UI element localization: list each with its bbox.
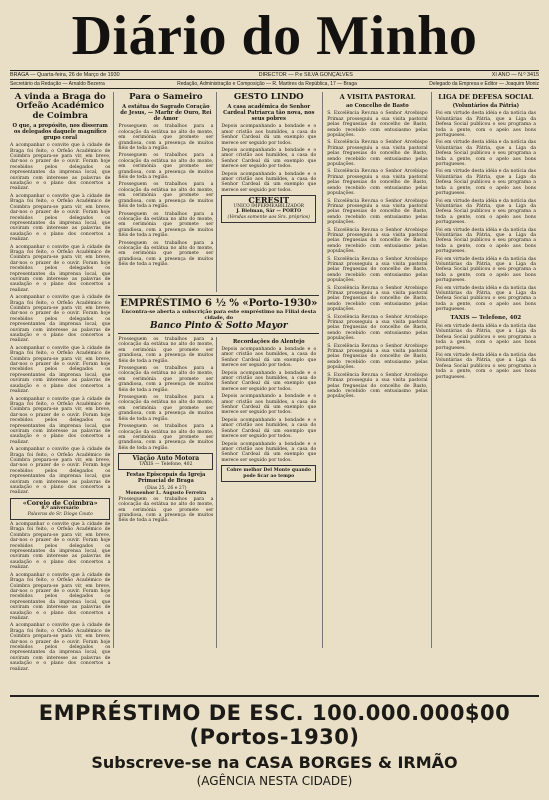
gesto-subhead: A casa académica do Senhor Cardeal Patriarca tão nova, nos seus pobres xyxy=(223,104,315,123)
mid-left-body: Prosseguem os trabalhos para a colocação da estátua no alto do monte, em cerimónia que promete ser grandiosa, com a presença de muitos fiéis de toda a região. xyxy=(118,337,214,364)
sameiro-body: Prosseguem os trabalhos para a colocação da estátua no alto do monte, em cerimónia que promete ser grandiosa, com a presença de muitos fiéis de toda a região. xyxy=(118,124,214,152)
festas-date: (Dias 25, 26 e 27) xyxy=(145,485,187,491)
visita-body-9: S. Excelência Rev.ma o Senhor Arcebispo Primaz prosseguiu a sua visita pastoral pelas freguesias do concelho de Basto, sendo recebido com entusiasmo pelas populações. xyxy=(327,343,428,371)
emprestimo-footer-ad xyxy=(10,695,539,788)
recordacoes-body-2: Depois acompanhando a bondade e o amor cristão aos humildes, a casa do Senhor Cardeal dá um exemplo que merece ser seguido por todos. xyxy=(221,370,317,392)
coreio-box xyxy=(10,498,110,520)
place-date: BRAGA — Quarta-feira, 26 de Março de 1930 xyxy=(10,72,120,78)
column-visita xyxy=(327,92,431,648)
orfeao-body-4: A acompanhar o convite que à cidade de Braga foi feito, o Orfeão Académico de Coimbra prepara-se para vir, em breve, dar-nos o prazer de o ouvir. Foram hoje recebidos pelos delegados os representantes da imprensa local, que ouviram com interesse as palavras de saudação e o plano dos concertos a realizar. xyxy=(10,295,111,344)
liga-body-7: Foi em virtude desta idéia e da notícia das Voluntárias da Pátria, que a Liga da Defesa Social publicou o seu programa a toda a gente, com o apelo aos bons portugueses. xyxy=(435,285,537,313)
ceresit-title: CERESIT xyxy=(248,195,290,206)
middle-block xyxy=(118,92,323,648)
footer-line2: Subscreve-se na CASA BORGES & IRMÃO xyxy=(91,753,458,772)
emprestimo-middle-line1: EMPRÉSTIMO 6 ½ % «Porto-1930» xyxy=(120,298,318,309)
director: DIRECTOR — P.e SILVA GONÇALVES xyxy=(258,72,353,78)
liga-body-6: Foi em virtude desta idéia e da notícia das Voluntárias da Pátria, que a Liga da Defesa Social publicou o seu programa a toda a gente, com o apelo aos bons portugueses. xyxy=(435,256,537,284)
liga-body-2: Foi em virtude desta idéia e da notícia das Voluntárias da Pátria, que a Liga da Defesa Social publicou o seu programa a toda a gente, com o apelo aos bons portugueses. xyxy=(435,140,537,168)
visita-body-3: S. Excelência Rev.ma o Senhor Arcebispo Primaz prosseguiu a sua visita pastoral pelas freguesias do concelho de Basto, sendo recebido com entusiasmo pelas populações. xyxy=(327,169,428,197)
gesto-body-2: Depois acompanhando a bondade e o amor cristão aos humildes, a casa do Senhor Cardeal dá um exemplo que merece ser seguido por todos. xyxy=(221,148,317,170)
liga-body-9: Foi em virtude desta idéia e da notícia das Voluntárias da Pátria, que a Liga da Defesa Social publicou o seu programa a toda a gente, com o apelo aos bons portugueses. xyxy=(435,353,537,380)
address: Redação, Administração e Composição — R. Martires da República, 17 — Braga xyxy=(177,81,357,87)
mid-left-body-3: Prosseguem os trabalhos para a colocação da estátua no alto do monte, em cerimónia que promete ser grandiosa, com a presença de muitos fiéis de toda a região. xyxy=(118,395,214,422)
coreio-sub: 8.º aniversário xyxy=(41,506,79,512)
visita-body-8: S. Excelência Rev.ma o Senhor Arcebispo Primaz prosseguiu a sua visita pastoral pelas freguesias do concelho de Basto, sendo recebido com entusiasmo pelas populações. xyxy=(327,314,428,342)
orfeao-body: A acompanhar o convite que à cidade de Braga foi feito, o Orfeão Académico de Coimbra prepara-se para vir, em breve, dar-nos o prazer de o ouvir. Foram hoje recebidos pelos delegados os representantes da imprensa local, que ouviram com interesse as palavras de saudação e o plano dos concertos a realizar. xyxy=(10,143,111,192)
taxis-ad: TAXIS — Telefone, 402 xyxy=(450,314,522,321)
visita-body-2: S. Excelência Rev.ma o Senhor Arcebispo Primaz prosseguiu a sua visita pastoral pelas freguesias do concelho de Basto, sendo recebido com entusiasmo pelas populações. xyxy=(327,140,428,168)
liga-subhead: (Voluntários da Pátria) xyxy=(452,103,520,110)
footer-line1: EMPRÉSTIMO DE ESC. 100.000.000$00 (Portos-1930) xyxy=(38,701,511,749)
coreio-caption: Palavras do Sr. Diogo Couto xyxy=(27,511,93,517)
liga-body-5: Foi em virtude desta idéia e da notícia das Voluntárias da Pátria, que a Liga da Defesa Social publicou o seu programa a toda a gente, com o apelo aos bons portugueses. xyxy=(435,227,537,255)
mid-left-body-4: Prosseguem os trabalhos para a colocação da estátua no alto do monte, em cerimónia que promete ser grandiosa, com a presença de muitos fiéis de toda a região. xyxy=(118,424,214,451)
sameiro-body-4: Prosseguem os trabalhos para a colocação da estátua no alto do monte, em cerimónia que promete ser grandiosa, com a presença de muitos fiéis de toda a região. xyxy=(118,211,214,239)
sameiro-body-5: Prosseguem os trabalhos para a colocação da estátua no alto do monte, em cerimónia que promete ser grandiosa, com a presença de muitos fiéis de toda a região. xyxy=(118,240,214,268)
orfeao-body-3: A acompanhar o convite que à cidade de Braga foi feito, o Orfeão Académico de Coimbra prepara-se para vir, em breve, dar-nos o prazer de o ouvir. Foram hoje recebidos pelos delegados os representantes da imprensa local, que ouviram com interesse as palavras de saudação e o plano dos concertos a realizar. xyxy=(10,244,111,293)
visita-body-6: S. Excelência Rev.ma o Senhor Arcebispo Primaz prosseguiu a sua visita pastoral pelas freguesias do concelho de Basto, sendo recebido com entusiasmo pelas populações. xyxy=(327,256,428,284)
liga-body-4: Foi em virtude desta idéia e da notícia das Voluntárias da Pátria, que a Liga da Defesa Social publicou o seu programa a toda a gente, com o apelo aos bons portugueses. xyxy=(435,198,537,226)
ceresit-sub: UNICO IMPERMEABILIZADOR xyxy=(233,203,304,209)
sameiro-headline: Para o Sameiro xyxy=(129,92,203,102)
emprestimo-middle-line2: Encontra-se aberta a subscrição para este empréstimo na Filial desta cidade, do xyxy=(121,309,317,321)
ceresit-line: J. Bielman, Sár — PORTO xyxy=(236,209,302,215)
sameiro-body-2: Prosseguem os trabalhos para a colocação da estátua no alto do monte, em cerimónia que promete ser grandiosa, com a presença de muitos fiéis de toda a região. xyxy=(118,153,214,181)
visita-headline: A VISITA PASTORAL xyxy=(339,93,416,101)
coreio-title: «Coreio de Coimbra» xyxy=(22,498,98,507)
article-columns xyxy=(10,92,539,672)
subline xyxy=(10,80,539,89)
visita-body-5: S. Excelência Rev.ma o Senhor Arcebispo Primaz prosseguiu a sua visita pastoral pelas freguesias do concelho de Basto, sendo recebido com entusiasmo pelas populações. xyxy=(327,227,428,255)
coreio-body-3: A acompanhar o convite que à cidade de Braga foi feito, o Orfeão Académico de Coimbra prepara-se para vir, em breve, dar-nos o prazer de o ouvir. Foram hoje recebidos pelos delegados os representantes da imprensa local, que ouviram com interesse as palavras de saudação e o plano dos concertos a realizar. xyxy=(10,623,111,672)
orfeao-body-2: A acompanhar o convite que à cidade de Braga foi feito, o Orfeão Académico de Coimbra prepara-se para vir, em breve, dar-nos o prazer de o ouvir. Foram hoje recebidos pelos delegados os representantes da imprensa local, que ouviram com interesse as palavras de saudação e o plano dos concertos a realizar. xyxy=(10,193,111,243)
visita-body-7: S. Excelência Rev.ma o Senhor Arcebispo Primaz prosseguiu a sua visita pastoral pelas freguesias do concelho de Basto, sendo recebido com entusiasmo pelas populações. xyxy=(327,285,428,313)
liga-body-8: Foi em virtude desta idéia e da notícia das Voluntárias da Pátria, que a Liga da Defesa Social publicou o seu programa a toda a gente, com o apelo aos bons portugueses. xyxy=(435,324,537,351)
coreio-body: A acompanhar o convite que à cidade de Braga foi feito, o Orfeão Académico de Coimbra prepara-se para vir, em breve, dar-nos o prazer de o ouvir. Foram hoje recebidos pelos delegados os representantes da imprensa local, que ouviram com interesse as palavras de saudação e o plano dos concertos a realizar. xyxy=(10,522,111,571)
masthead-title: Diário do Minho xyxy=(71,5,478,67)
orfeao-headline: A vinda a Braga do Orfeão Académico de Coimbra xyxy=(14,92,106,121)
visita-body-4: S. Excelência Rev.ma o Senhor Arcebispo Primaz prosseguiu a sua visita pastoral pelas freguesias do concelho de Basto, sendo recebido com entusiasmo pelas populações. xyxy=(327,198,428,226)
festas-body: Prosseguem os trabalhos para a colocação da estátua no alto do monte, em cerimónia que promete ser grandiosa, com a presença de muitos fiéis de toda a região. xyxy=(118,496,214,524)
liga-body-3: Foi em virtude desta idéia e da notícia das Voluntárias da Pátria, que a Liga da Defesa Social publicou o seu programa a toda a gente, com o apelo aos bons portugueses. xyxy=(435,169,537,197)
viacao-tel: TAXIS — Telefone, 402 xyxy=(139,461,193,467)
delegate: Delegado da Empresa e Editor — Joaquim Moniz xyxy=(429,81,539,87)
gesto-body-3: Depois acompanhando a bondade e o amor cristão aos humildes, a casa do Senhor Cardeal dá um exemplo que merece ser seguido por todos. xyxy=(221,171,317,193)
liga-headline: LIGA DE DEFESA SOCIAL xyxy=(438,93,534,101)
orfeao-subhead: O que, a propósito, nos disseram os delegados daquele magnífico grupo coral xyxy=(12,123,108,142)
recordacoes-body-3: Depois acompanhando a bondade e o amor cristão aos humildes, a casa do Senhor Cardeal dá um exemplo que merece ser seguido por todos. xyxy=(221,394,317,416)
gesto-headline: GESTO LINDO xyxy=(233,92,304,102)
visita-body-10: S. Excelência Rev.ma o Senhor Arcebispo Primaz prosseguiu a sua visita pastoral pelas freguesias do concelho de Basto, sendo recebido com entusiasmo pelas populações. xyxy=(327,372,428,400)
viacao-ad xyxy=(118,453,213,470)
column-liga xyxy=(436,92,539,648)
column-gesto xyxy=(221,92,319,292)
ceresit-note: (Vendas somente aos Srs. próprios) xyxy=(227,214,310,220)
festas-note: Monsenhor L. Augusto Ferreira xyxy=(125,491,207,497)
emprestimo-middle-bank: Banco Pinto & Sotto Mayor xyxy=(150,321,288,331)
column-orfeao xyxy=(10,92,114,672)
orfeao-body-5: A acompanhar o convite que à cidade de Braga foi feito, o Orfeão Académico de Coimbra prepara-se para vir, em breve, dar-nos o prazer de o ouvir. Foram hoje recebidos pelos delegados os representantes da imprensa local, que ouviram com interesse as palavras de saudação e o plano dos concertos a realizar. xyxy=(10,345,111,395)
recordacoes-body: Depois acompanhando a bondade e o amor cristão aos humildes, a casa do Senhor Cardeal dá um exemplo que merece ser seguido por todos. xyxy=(221,347,317,369)
ceresit-ad xyxy=(221,195,316,223)
recordacoes-body-4: Depois acompanhando a bondade e o amor cristão aos humildes, a casa do Senhor Cardeal dá um exemplo que merece ser seguido por todos. xyxy=(221,417,317,440)
column-mid-left xyxy=(118,337,217,648)
festas-headline: Festas Episcopais da Igreja Primacial de Braga xyxy=(126,471,206,484)
emprestimo-middle-ad xyxy=(118,295,319,334)
orfeao-body-6: A acompanhar o convite que à cidade de Braga foi feito, o Orfeão Académico de Coimbra prepara-se para vir, em breve, dar-nos o prazer de o ouvir. Foram hoje recebidos pelos delegados os representantes da imprensa local, que ouviram com interesse as palavras de saudação e o plano dos concertos a realizar. xyxy=(10,396,111,445)
recordacoes-headline: Recordações do Alentejo xyxy=(232,339,305,345)
middle-bottom xyxy=(118,337,319,648)
coreio-body-2: A acompanhar o convite que à cidade de Braga foi feito, o Orfeão Académico de Coimbra prepara-se para vir, em breve, dar-nos o prazer de o ouvir. Foram hoje recebidos pelos delegados os representantes da imprensa local, que ouviram com interesse as palavras de saudação e o plano dos concertos a realizar. xyxy=(10,572,111,621)
recordacoes-body-5: Depois acompanhando a bondade e o amor cristão aos humildes, a casa do Senhor Cardeal dá um exemplo que merece ser seguido por todos. xyxy=(221,441,317,463)
issue-number: XI ANO — N.º 3415 xyxy=(491,72,539,78)
column-sameiro xyxy=(118,92,217,292)
visita-body: S. Excelência Rev.ma o Senhor Arcebispo Primaz prosseguiu a sua visita pastoral pelas freguesias do concelho de Basto, sendo recebido com entusiasmo pelas populações. xyxy=(327,111,428,139)
middle-top xyxy=(118,92,319,292)
secretary: Secretário da Redação — Arnaldo Bezerra xyxy=(10,81,105,87)
gesto-body: Depois acompanhando a bondade e o amor cristão aos humildes, a casa do Senhor Cardeal dá um exemplo que merece ser seguido por todos. xyxy=(221,124,317,146)
mid-left-body-2: Prosseguem os trabalhos para a colocação da estátua no alto do monte, em cerimónia que promete ser grandiosa, com a presença de muitos fiéis de toda a região. xyxy=(118,366,214,393)
sameiro-subhead: A estátua do Sagrado Coração de Jesus, — Marfir de Ouro, Rei de Amor xyxy=(120,104,212,123)
cobre-ad: Cobre melhor Del Monte quando pode ficar ao tempo xyxy=(221,465,316,482)
liga-body: Foi em virtude desta idéia e da notícia das Voluntárias da Pátria, que a Liga da Defesa Social publicou o seu programa a toda a gente, com o apelo aos bons portugueses. xyxy=(435,111,537,139)
viacao-title: Viação Auto Motora xyxy=(132,455,200,463)
sameiro-body-3: Prosseguem os trabalhos para a colocação da estátua no alto do monte, em cerimónia que promete ser grandiosa, com a presença de muitos fiéis de toda a região. xyxy=(118,182,214,210)
dateline xyxy=(10,70,539,80)
masthead xyxy=(10,6,539,68)
orfeao-body-7: A acompanhar o convite que à cidade de Braga foi feito, o Orfeão Académico de Coimbra prepara-se para vir, em breve, dar-nos o prazer de o ouvir. Foram hoje recebidos pelos delegados os representantes da imprensa local, que ouviram com interesse as palavras de saudação e o plano dos concertos a realizar. xyxy=(10,447,111,496)
footer-line3: (AGÊNCIA NESTA CIDADE) xyxy=(196,774,353,788)
visita-subhead: ao Concelho de Basto xyxy=(346,103,409,110)
column-mid-right xyxy=(221,337,319,648)
